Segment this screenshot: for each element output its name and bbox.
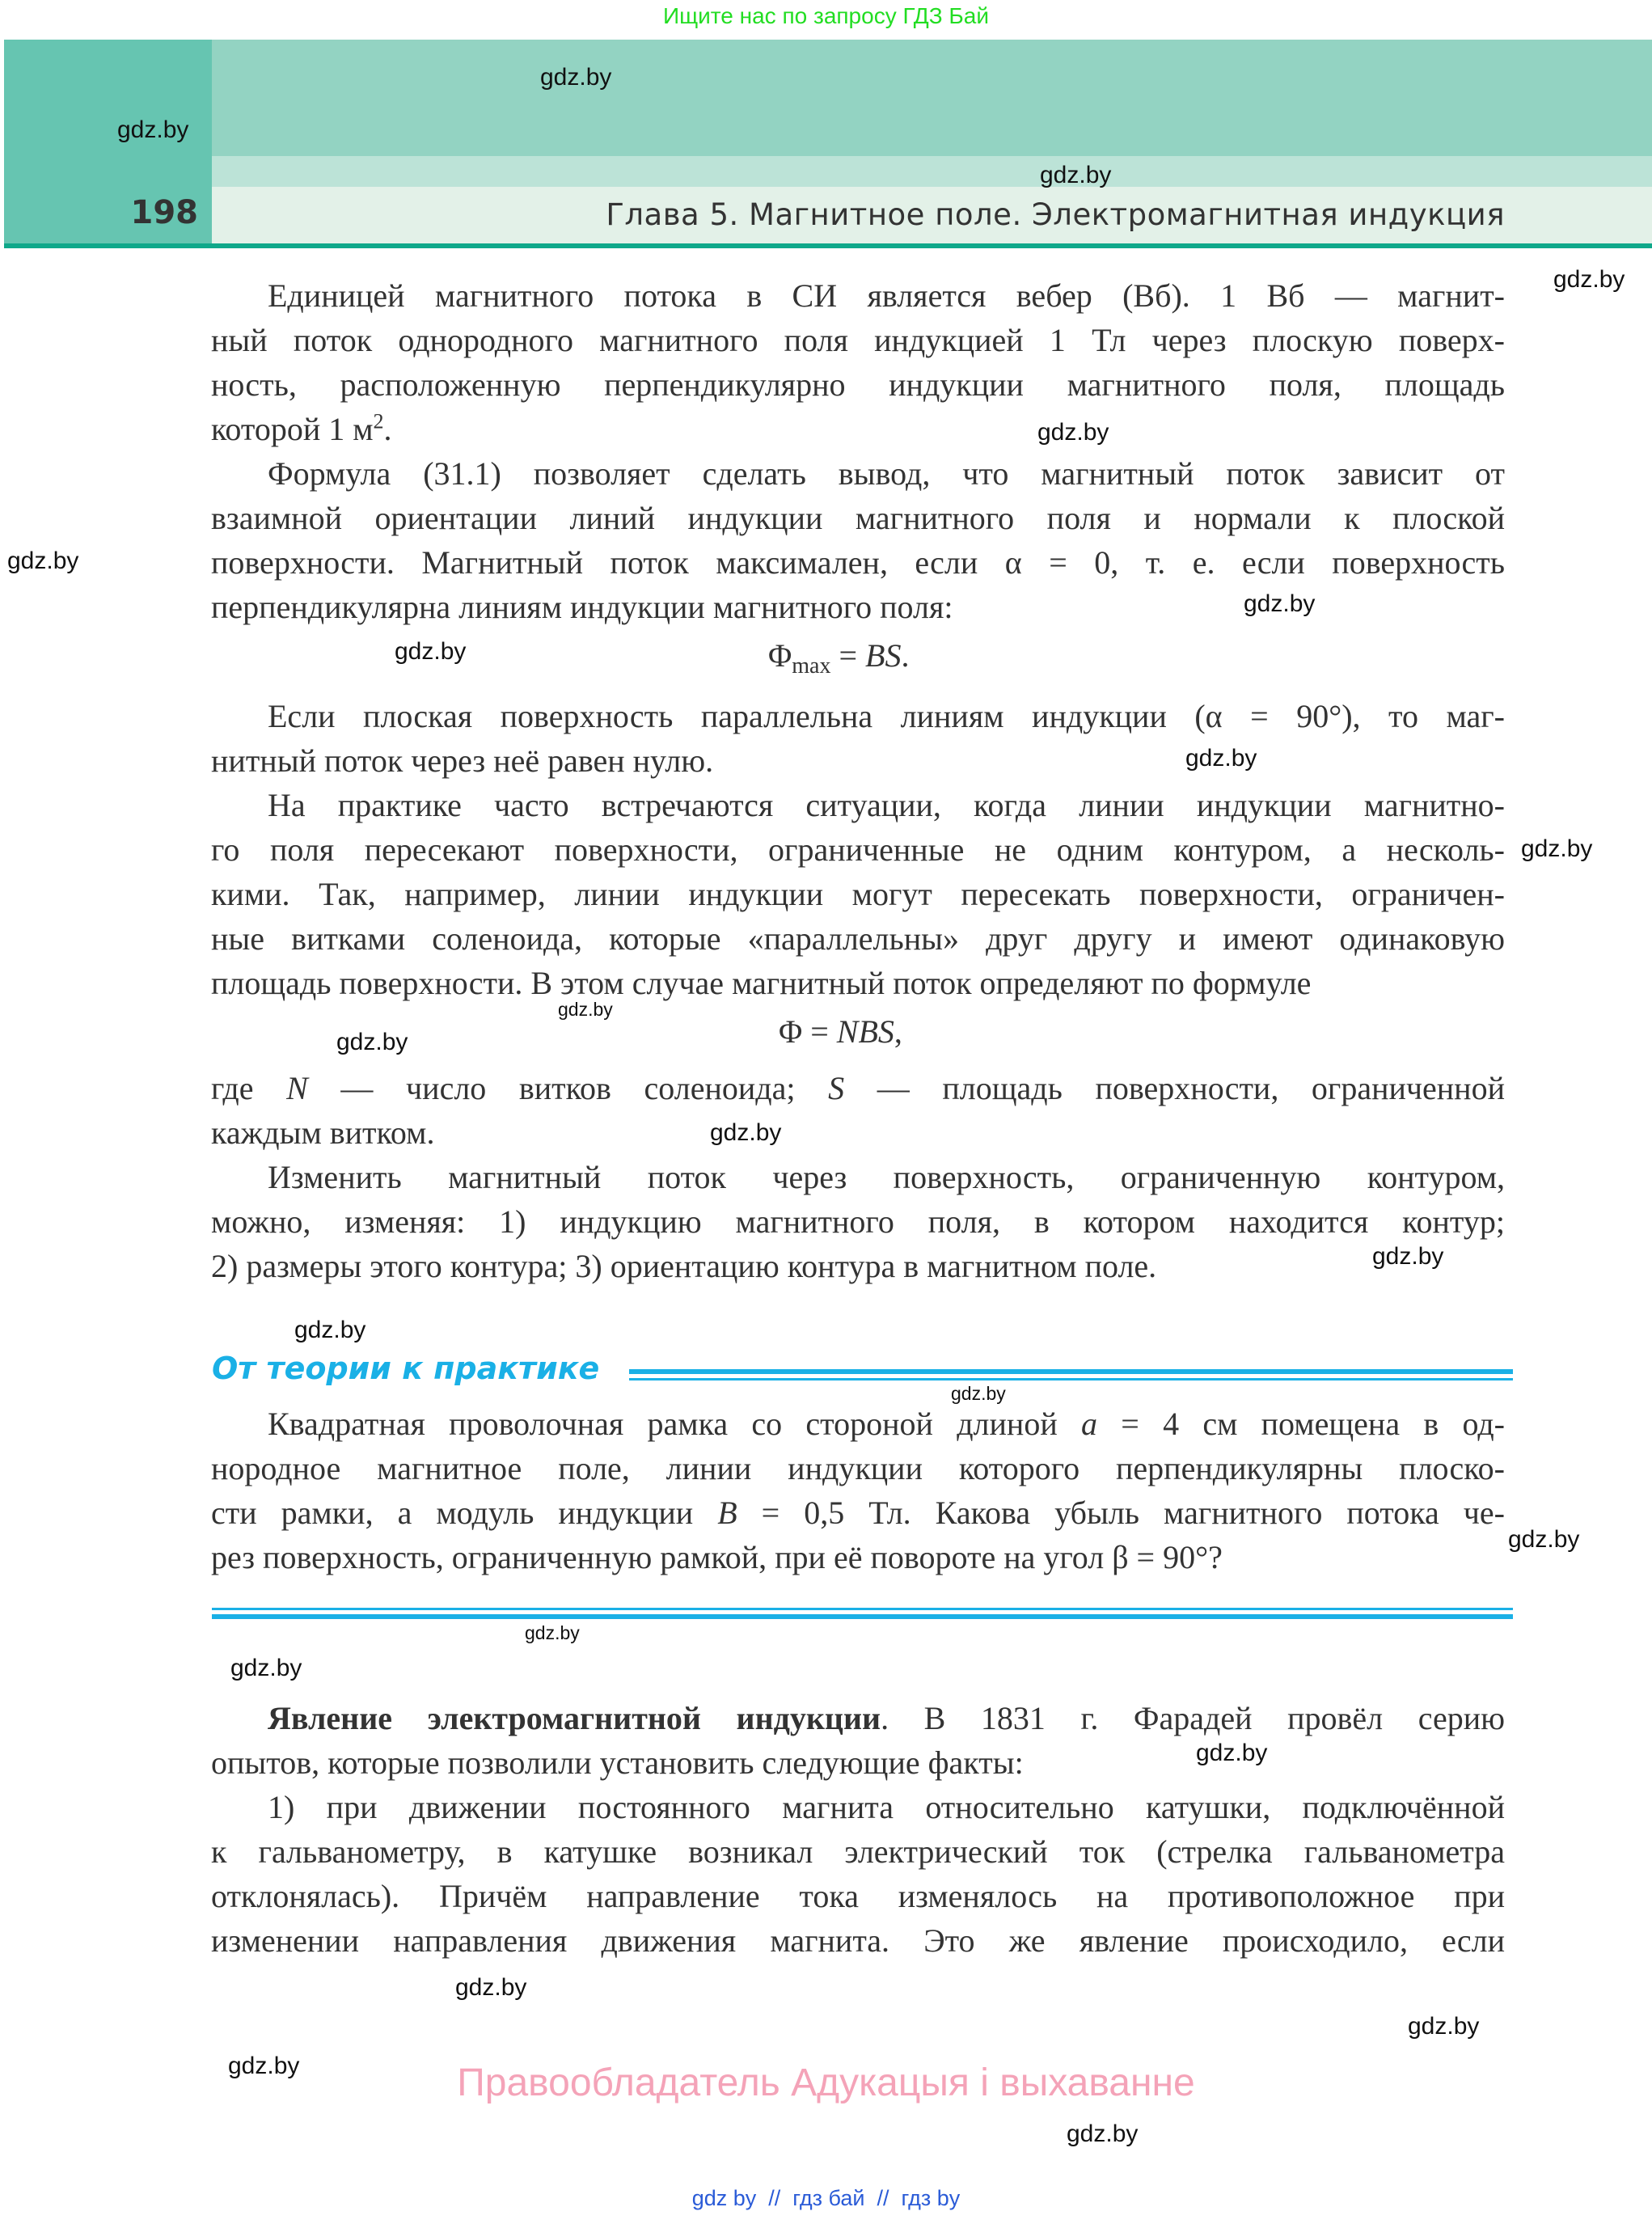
header-divider (4, 243, 1652, 248)
text-run: можно, изменяя: 1) индукцию магнитного поля, в котором находится контур; (211, 1203, 1505, 1240)
text-run: кими. Так, например, линии индукции могут пересекать поверхности, ограничен- (211, 876, 1505, 912)
watermark-text: gdz.by (7, 548, 79, 574)
text-line (211, 1155, 1505, 1199)
text-run: S (828, 1070, 845, 1106)
copyright-notice: Правообладатель Адукацыя і выхаванне (457, 2061, 1195, 2104)
text-line (211, 1066, 1505, 1110)
watermark-text: gdz.by (1408, 2013, 1480, 2040)
paragraph-block (211, 273, 1505, 629)
text-line (211, 694, 1505, 738)
text-line (211, 540, 1505, 585)
text-run: ный поток однородного магнитного поля индукцией 1 Тл через плоскую поверх- (211, 322, 1505, 358)
text-line (211, 1446, 1505, 1490)
text-line (211, 1874, 1505, 1918)
formula-max-flux (768, 636, 910, 679)
watermark-text: gdz.by (525, 1622, 580, 1643)
text-run: перпендикулярна линиям индукции магнитного поля: (211, 589, 953, 625)
text-run: нитный поток через неё равен нулю. (211, 742, 714, 779)
text-run: . В 1831 г. Фарадей провёл серию (881, 1700, 1505, 1736)
watermark-text: gdz.by (1521, 835, 1593, 862)
chapter-title: Глава 5. Магнитное поле. Электромагнитная индукция (606, 197, 1505, 232)
text-run: ные витками соленоида, которые «параллельны» друг другу и имеют одинаковую (211, 920, 1505, 957)
heading-rule (629, 1378, 1513, 1380)
text-line (211, 362, 1505, 407)
paragraph-block (211, 694, 1505, 1005)
watermark-text: gdz.by (117, 116, 189, 143)
text-run: рез поверхность, ограниченную рамкой, при её повороте на угол β = 90°? (211, 1539, 1223, 1575)
watermark-text: gdz.by (1372, 1243, 1444, 1270)
text-line (211, 961, 1505, 1005)
text-run: где (211, 1070, 287, 1106)
watermark-text: gdz.by (336, 1029, 408, 1055)
text-run: к гальванометру, в катушке возникал электрический ток (стрелка гальванометра (211, 1833, 1505, 1870)
text-run: Если плоская поверхность параллельна линиям индукции (α = 90°), то маг- (268, 698, 1505, 734)
watermark-text: gdz.by (1040, 162, 1112, 188)
text-line (211, 1110, 1505, 1155)
text-run: BS (865, 637, 902, 674)
text-run: max (792, 653, 831, 679)
watermark-text: gdz.by (1508, 1526, 1580, 1553)
watermark-text: gdz.by (230, 1655, 302, 1681)
text-line (211, 827, 1505, 872)
watermark-text: gdz.by (1196, 1740, 1268, 1766)
text-run: го поля пересекают поверхности, ограниченные не одним контуром, а несколь- (211, 831, 1505, 868)
footer-links[interactable]: gdz by // гдз бай // гдз by (691, 2186, 961, 2210)
text-run: площадь поверхности. В этом случае магнитный поток определяют по формуле (211, 965, 1312, 1001)
text-line (211, 1244, 1505, 1288)
text-run: 2 (373, 409, 384, 433)
text-line (211, 318, 1505, 362)
practice-problem (211, 1402, 1505, 1579)
text-line (211, 273, 1505, 318)
text-run: , (894, 1013, 902, 1050)
text-run: = 0,5 Тл. Какова убыль магнитного потока че- (737, 1495, 1505, 1531)
text-line (211, 738, 1505, 783)
text-run: = (830, 637, 866, 674)
watermark-text: gdz.by (395, 638, 467, 665)
watermark-text: gdz.by (951, 1383, 1006, 1404)
text-line (211, 1402, 1505, 1446)
box-bottom-rule (212, 1608, 1513, 1610)
text-run: — площадь поверхности, ограниченной (844, 1070, 1505, 1106)
watermark-text: gdz.by (228, 2053, 300, 2079)
watermark-text: gdz.by (540, 64, 612, 91)
watermark-text: gdz.by (1067, 2120, 1139, 2147)
paragraph-block (211, 1066, 1505, 1288)
box-bottom-rule (212, 1614, 1513, 1619)
text-run: — число витков соленоида; (307, 1070, 829, 1106)
text-run: На практике часто встречаются ситуации, когда линии индукции магнитно- (268, 787, 1505, 823)
text-line (211, 872, 1505, 916)
text-line (211, 496, 1505, 540)
text-run: . (901, 637, 910, 674)
text-run: которой 1 м (211, 411, 374, 447)
text-line (211, 1829, 1505, 1874)
text-line (211, 1535, 1505, 1579)
watermark-text: gdz.by (710, 1119, 782, 1146)
text-line (211, 451, 1505, 496)
text-line (211, 916, 1505, 961)
text-run: . (383, 411, 392, 447)
page-number: 198 (130, 194, 198, 231)
header-band-top (212, 40, 1652, 156)
text-run: взаимной ориентации линий индукции магнитного поля и нормали к плоской (211, 500, 1505, 536)
text-run: N (286, 1070, 308, 1106)
text-line (211, 407, 1505, 451)
text-run: опытов, которые позволили установить следующие факты: (211, 1744, 1024, 1781)
watermark-text: gdz.by (1244, 590, 1316, 617)
watermark-text: gdz.by (1185, 745, 1257, 772)
text-line (211, 1740, 1505, 1785)
text-line (211, 1199, 1505, 1244)
text-run: каждым витком. (211, 1114, 435, 1151)
watermark-text: gdz.by (558, 999, 613, 1020)
text-line (211, 1490, 1505, 1535)
text-run: отклонялась). Причём направление тока изменялось на противоположное при (211, 1878, 1505, 1914)
text-line (211, 1785, 1505, 1829)
text-run: Φ (768, 637, 792, 674)
text-line (211, 1918, 1505, 1963)
text-run: нородное магнитное поле, линии индукции которого перпендикулярны плоско- (211, 1450, 1505, 1486)
text-run: Изменить магнитный поток через поверхность, ограниченную контуром, (268, 1159, 1505, 1195)
text-run: Явление электромагнитной индукции (268, 1700, 881, 1736)
paragraph-block (211, 1696, 1505, 1963)
text-line (211, 783, 1505, 827)
text-run: B (717, 1495, 737, 1531)
watermark-text: gdz.by (1037, 419, 1109, 446)
text-run: сти рамки, а модуль индукции (211, 1495, 718, 1531)
text-run: a (1081, 1406, 1097, 1442)
text-run: Φ = (779, 1013, 837, 1050)
text-run: изменении направления движения магнита. Это же явление происходило, если (211, 1922, 1505, 1959)
text-run: ность, расположенную перпендикулярно индукции магнитного поля, площадь (211, 366, 1505, 403)
header-band-middle (212, 156, 1652, 187)
text-run: поверхности. Магнитный поток максимален, если α = 0, т. е. если поверхность (211, 544, 1505, 581)
text-line (211, 1696, 1505, 1740)
heading-rule (629, 1369, 1513, 1374)
text-run: NBS (836, 1013, 894, 1050)
watermark-text: gdz.by (294, 1317, 366, 1343)
watermark-text: gdz.by (1553, 266, 1625, 293)
text-run: Квадратная проволочная рамка со стороной длиной (268, 1406, 1081, 1442)
search-banner-text: Ищите нас по запросу ГДЗ Бай (662, 3, 990, 28)
text-run: 1) при движении постоянного магнита относительно катушки, подключённой (268, 1789, 1505, 1825)
watermark-text: gdz.by (455, 1974, 527, 2001)
formula-solenoid-flux (779, 1013, 902, 1051)
text-run: Формула (31.1) позволяет сделать вывод, что магнитный поток зависит от (268, 455, 1505, 492)
text-run: 2) размеры этого контура; 3) ориентацию контура в магнитном поле. (211, 1248, 1157, 1284)
text-run: = 4 см помещена в од- (1097, 1406, 1505, 1442)
practice-heading: От теории к практике (212, 1351, 600, 1386)
text-run: Единицей магнитного потока в СИ является вебер (Вб). 1 Вб — магнит- (268, 277, 1505, 314)
